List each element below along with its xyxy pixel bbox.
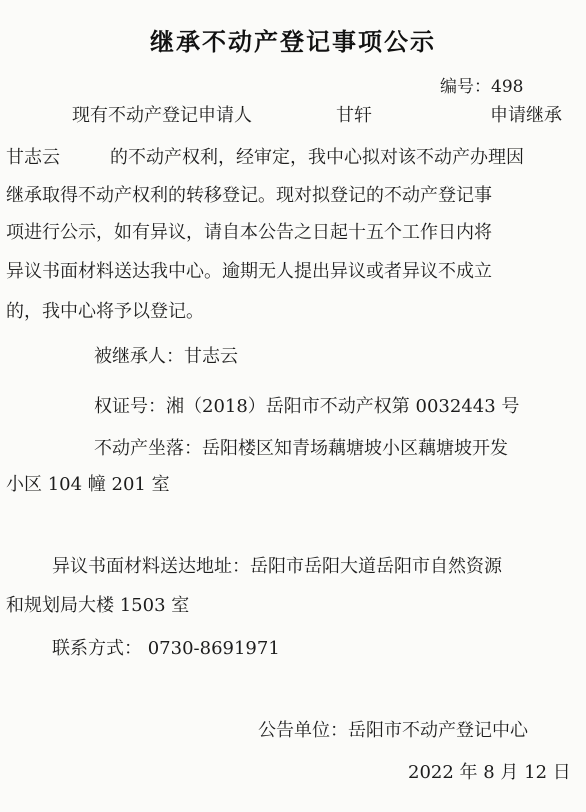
line1-prefix: 现有不动产登记申请人 (72, 105, 252, 126)
location-line-1: 不动产坐落：岳阳楼区知青场藕塘坡小区藕塘坡开发 (94, 438, 508, 459)
issue-date: 2022 年 8 月 12 日 (408, 762, 571, 783)
body-line-2 (6, 147, 524, 168)
body-line-1 (72, 105, 562, 126)
body-line-4: 项进行公示，如有异议，请自本公告之日起十五个工作日内将 (6, 222, 492, 243)
objection-address-line-2: 和规划局大楼 1503 室 (6, 595, 190, 616)
body-line-5: 异议书面材料送达我中心。逾期无人提出异议或者异议不成立 (6, 261, 492, 282)
certificate-line: 权证号：湘（2018）岳阳市不动产权第 0032443 号 (94, 396, 520, 417)
document-number: 编号：498 (440, 77, 524, 97)
decedent-name-inline: 甘志云 (6, 147, 60, 168)
line2-rest: 的不动产权利，经审定，我中心拟对该不动产办理因 (110, 147, 524, 168)
page-title: 继承不动产登记事项公示 (150, 28, 436, 56)
objection-address-line-1: 异议书面材料送达地址：岳阳市岳阳大道岳阳市自然资源 (52, 556, 502, 577)
body-line-3: 继承取得不动产权利的转移登记。现对拟登记的不动产登记事 (6, 185, 492, 206)
body-line-6: 的，我中心将予以登记。 (6, 301, 204, 322)
line1-suffix: 申请继承 (490, 105, 562, 126)
location-line-2: 小区 104 幢 201 室 (6, 474, 170, 495)
contact-line: 联系方式： 0730-8691971 (52, 638, 280, 659)
decedent-line: 被继承人：甘志云 (94, 346, 238, 367)
applicant-name: 甘轩 (336, 105, 372, 126)
issuer-line: 公告单位：岳阳市不动产登记中心 (258, 720, 528, 741)
